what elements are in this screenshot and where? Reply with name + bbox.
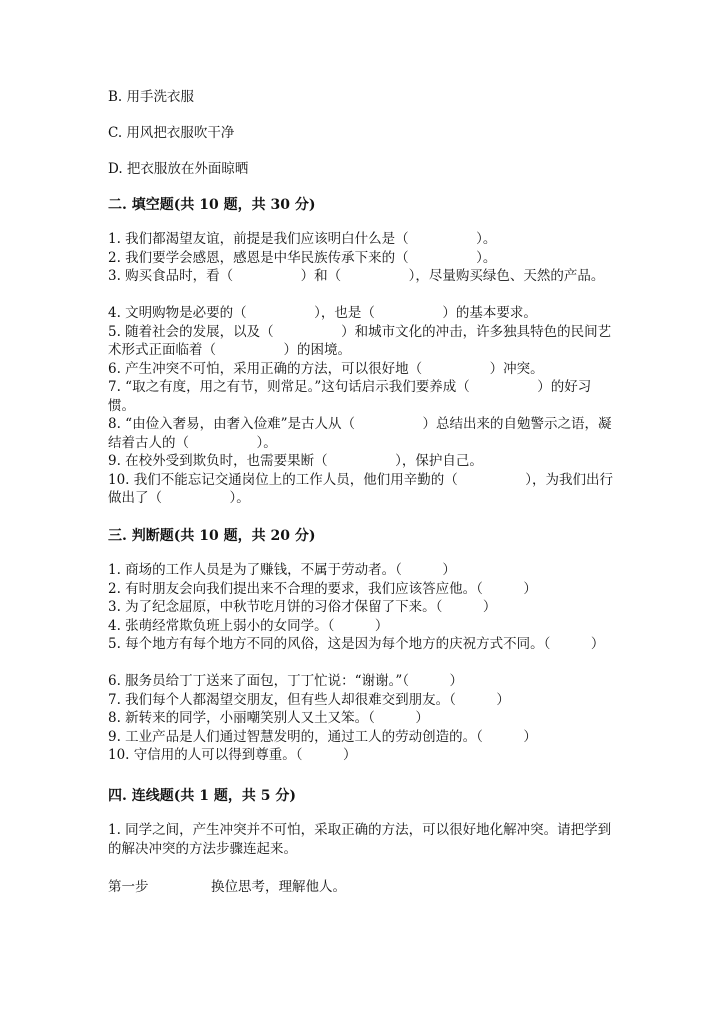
fill-question-10: 10. 我们不能忘记交通岗位上的工作人员，他们用辛勤的（ ），为我们出行做出了（ ）。 [108,471,614,506]
fill-question-8: 8. “由俭入奢易，由奢入俭难”是古人从（ ）总结出来的自勉警示之语，凝结着古人的（ ）。 [108,416,612,451]
fill-question-3: 3. 购买食品时，看（ ）和（ ），尽量购买绿色、天然的产品。 [108,268,605,284]
option-b: B. 用手洗衣服 [108,89,195,105]
fill-question-1: 1. 我们都渴望友谊，前提是我们应该明白什么是（ ）。 [108,231,497,247]
tf-question-1: 1. 商场的工作人员是为了赚钱，不属于劳动者。（ ） [108,562,456,578]
fill-question-4: 4. 文明购物是必要的（ ），也是（ ）的基本要求。 [108,305,537,321]
tf-question-2: 2. 有时朋友会向我们提出来不合理的要求，我们应该答应他。（ ） [108,580,537,597]
tf-question-5: 5. 每个地方有每个地方不同的风俗，这是因为每个地方的庆祝方式不同。（ ） [108,636,605,652]
matching-left-item: 第一步 [108,879,149,895]
section-title-matching: 四. 连线题(共 1 题，共 5 分) [108,788,296,804]
tf-question-8: 8. 新转来的同学，小丽嘲笑别人又土又笨。（ ） [108,710,429,726]
fill-question-7: 7. “取之有度，用之有节，则常足。”这句话启示我们要养成（ ）的好习惯。 [108,379,592,414]
tf-question-7: 7. 我们每个人都渴望交朋友，但有些人却很难交到朋友。（ ） [108,691,510,708]
tf-question-3: 3. 为了纪念屈原，中秋节吃月饼的习俗才保留了下来。（ ） [108,599,497,615]
matching-right-item: 换位思考，理解他人。 [211,879,346,895]
section-title-fill-in: 二. 填空题(共 10 题，共 30 分) [108,197,316,213]
fill-question-5: 5. 随着社会的发展，以及（ ）和城市文化的冲击，许多独具特色的民间艺术形式正面临着（ ）的困境。 [108,323,612,358]
fill-question-2: 2. 我们要学会感恩，感恩是中华民族传承下来的（ ）。 [108,249,497,266]
tf-question-6: 6. 服务员给丁丁送来了面包，丁丁忙说：“谢谢。”（ ） [108,673,463,689]
section-title-true-false: 三. 判断题(共 10 题，共 20 分) [108,528,316,544]
option-d: D. 把衣服放在外面晾晒 [108,161,249,177]
fill-question-9: 9. 在校外受到欺负时，也需要果断（ ），保护自己。 [108,453,483,469]
fill-question-6: 6. 产生冲突不可怕，采用正确的方法，可以很好地（ ）冲突。 [108,360,544,377]
tf-question-9: 9. 工业产品是人们通过智慧发明的，通过工人的劳动创造的。（ ） [108,728,537,745]
option-c: C. 用风把衣服吹干净 [108,125,235,141]
matching-question-1: 1. 同学之间，产生冲突并不可怕，采取正确的方法，可以很好地化解冲突。请把学到的解决冲突的方法步骤连起来。 [108,822,612,857]
tf-question-10: 10. 守信用的人可以得到尊重。（ ） [108,747,357,763]
tf-question-4: 4. 张萌经常欺负班上弱小的女同学。（ ） [108,617,389,634]
